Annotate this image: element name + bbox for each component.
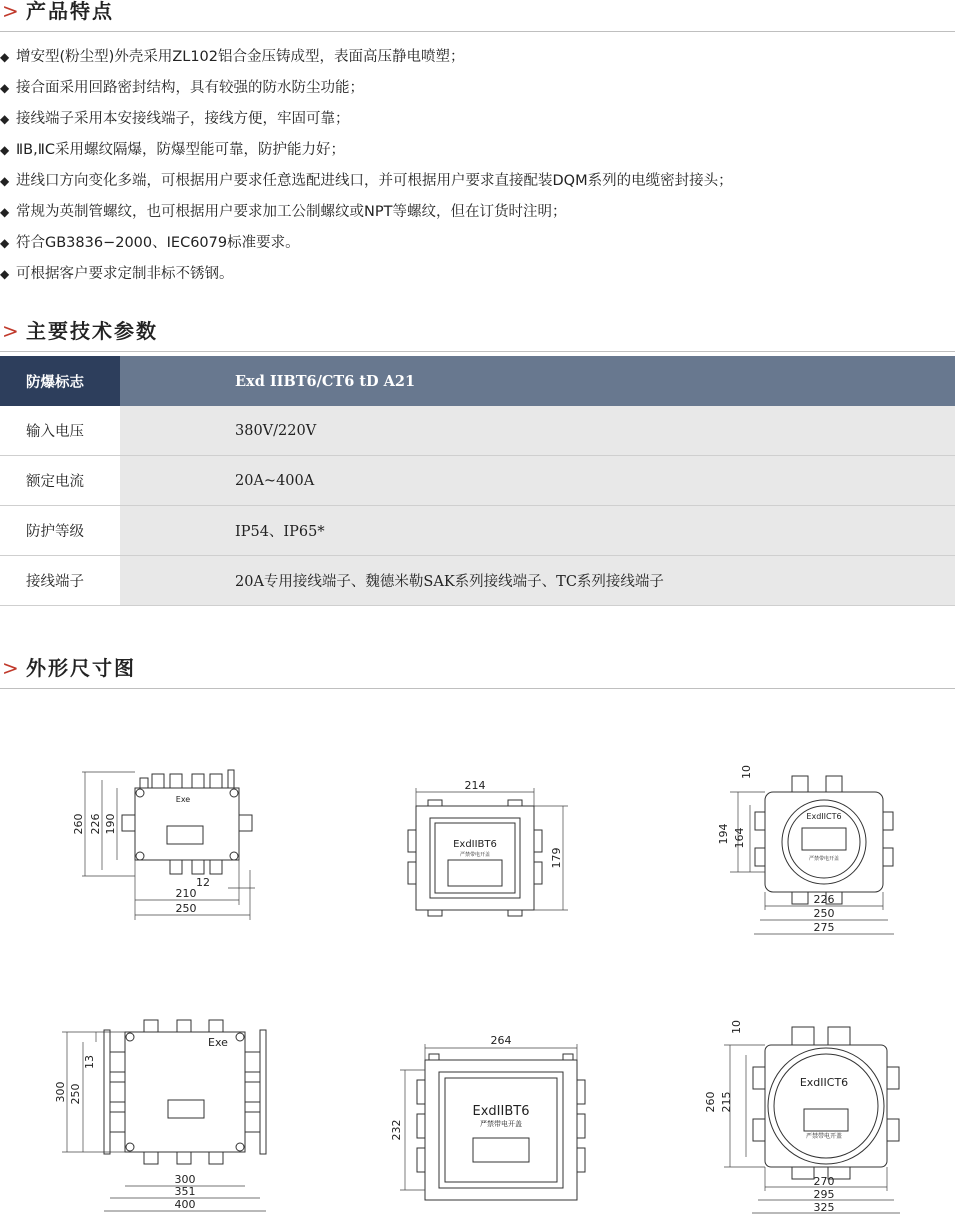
dimension-drawing-3 <box>710 760 900 940</box>
dim-height: 179 <box>550 847 563 869</box>
dim-top-offset: 13 <box>83 1055 96 1069</box>
list-item <box>0 167 955 198</box>
list-item <box>0 198 955 229</box>
dim-width-inner: 270 <box>813 1175 835 1188</box>
table-row <box>0 456 955 506</box>
dim-width-mid: 351 <box>174 1185 196 1198</box>
dimension-lines <box>724 1045 900 1213</box>
diamond-bullet-icon: ◆ <box>0 143 10 157</box>
dim-width: 214 <box>464 779 486 792</box>
warning-label: 严禁带电开盖 <box>805 1133 843 1140</box>
table-row <box>0 556 955 606</box>
dim-height-outer: 260 <box>72 813 85 835</box>
spec-label: 额定电流 <box>0 456 120 506</box>
diamond-bullet-icon: ◆ <box>0 50 10 64</box>
spec-table <box>0 356 955 606</box>
dim-width-outer: 275 <box>813 921 835 934</box>
enclosure-outline <box>755 776 893 904</box>
dim-top-offset: 10 <box>740 765 753 779</box>
spec-label: 防护等级 <box>0 506 120 556</box>
feature-text: 进线口方向变化多端，可根据用户要求任意选配进线口，并可根据用户要求直接配装DQM系列的电缆密封接头； <box>16 173 733 189</box>
dim-width-outer: 250 <box>175 902 197 915</box>
nameplate-label: Exe <box>175 795 191 804</box>
dimension-drawing-1 <box>60 760 260 930</box>
chevron-right-icon: > <box>2 656 19 680</box>
diamond-bullet-icon: ◆ <box>0 174 10 188</box>
dim-top-offset: 10 <box>730 1020 743 1034</box>
spec-value: 20A专用接线端子、魏德米勒SAK系列接线端子、TC系列接线端子 <box>120 556 955 606</box>
dim-width-small: 12 <box>196 876 210 889</box>
chevron-right-icon: > <box>2 0 19 23</box>
dim-height-inner: 164 <box>733 827 746 849</box>
feature-text: 常规为英制管螺纹，也可根据用户要求加工公制螺纹或NPT等螺纹，但在订货时注明； <box>16 204 567 220</box>
spec-value: 20A~400A <box>120 456 955 506</box>
list-item <box>0 229 955 260</box>
list-item <box>0 74 955 105</box>
dim-width-inner: 210 <box>175 887 197 900</box>
dim-width-mid: 295 <box>813 1188 835 1201</box>
dim-width: 264 <box>490 1034 512 1047</box>
feature-text: 符合GB3836−2000、IEC6079标准要求。 <box>16 235 300 251</box>
nameplate-label: ExdIICT6 <box>799 1076 849 1089</box>
dim-width-inner: 226 <box>813 893 835 906</box>
feature-text: 接合面采用回路密封结构，具有较强的防水防尘功能； <box>16 80 364 96</box>
section-header-dimensions <box>0 655 955 689</box>
diamond-bullet-icon: ◆ <box>0 236 10 250</box>
feature-text: 接线端子采用本安接线端子，接线方便，牢固可靠； <box>16 111 350 127</box>
spec-label: 接线端子 <box>0 556 120 606</box>
spec-value: IP54、IP65* <box>120 506 955 556</box>
spec-label: 防爆标志 <box>0 356 120 406</box>
table-row <box>0 506 955 556</box>
enclosure-outline <box>408 800 542 916</box>
enclosure-outline <box>753 1027 899 1179</box>
list-item <box>0 43 955 74</box>
diamond-bullet-icon: ◆ <box>0 112 10 126</box>
dimension-drawing-6 <box>700 1015 910 1220</box>
warning-label: 严禁带电开盖 <box>480 1120 522 1128</box>
dim-height-inner: 250 <box>69 1083 82 1105</box>
section-header-specs <box>0 318 955 352</box>
table-row <box>0 356 955 406</box>
feature-text: 可根据客户要求定制非标不锈钢。 <box>16 266 234 282</box>
list-item <box>0 260 955 291</box>
dimension-drawing-5 <box>385 1030 595 1205</box>
spec-value: 380V/220V <box>120 406 955 456</box>
dim-height: 232 <box>390 1119 403 1141</box>
dim-width-mid: 250 <box>813 907 835 920</box>
section-header-features <box>0 0 955 32</box>
nameplate-label: Exe <box>208 1036 228 1049</box>
enclosure-outline <box>104 1020 266 1164</box>
chevron-right-icon: > <box>2 319 19 343</box>
nameplate-label: ExdIICT6 <box>806 812 842 821</box>
diamond-bullet-icon: ◆ <box>0 81 10 95</box>
enclosure-outline <box>122 770 252 874</box>
dimension-drawing-2 <box>400 770 590 920</box>
section-title: 主要技术参数 <box>26 319 158 343</box>
list-item <box>0 105 955 136</box>
warning-label: 严禁带电开盖 <box>459 852 491 858</box>
nameplate-label: ExdIIBT6 <box>453 839 497 850</box>
nameplate-label: ExdIIBT6 <box>472 1104 530 1119</box>
list-item <box>0 136 955 167</box>
diamond-bullet-icon: ◆ <box>0 205 10 219</box>
warning-label: 严禁带电开盖 <box>808 856 840 862</box>
section-title: 外形尺寸图 <box>26 656 136 680</box>
dim-height-outer: 300 <box>54 1081 67 1103</box>
dim-height-outer: 194 <box>717 823 730 845</box>
spec-label: 输入电压 <box>0 406 120 456</box>
dimension-drawing-4 <box>50 1012 280 1217</box>
feature-text: ⅡB,ⅡC采用螺纹隔爆，防爆型能可靠，防护能力好； <box>16 142 345 158</box>
dimension-lines <box>82 772 255 920</box>
dim-width-outer: 400 <box>174 1198 196 1211</box>
dim-height-outer: 260 <box>704 1091 717 1113</box>
diamond-bullet-icon: ◆ <box>0 267 10 281</box>
dim-width-inner: 300 <box>174 1173 196 1186</box>
section-title: 产品特点 <box>26 0 114 23</box>
dim-height-inner: 190 <box>104 813 117 835</box>
dim-width-outer: 325 <box>813 1201 835 1214</box>
dim-height-mid: 226 <box>89 813 102 835</box>
spec-value: Exd IIBT6/CT6 tD A21 <box>120 356 955 406</box>
dim-height-inner: 215 <box>720 1091 733 1113</box>
feature-text: 增安型(粉尘型)外壳采用ZL102铝合金压铸成型，表面高压静电喷塑； <box>16 49 465 65</box>
feature-list <box>0 43 955 291</box>
table-row <box>0 406 955 456</box>
